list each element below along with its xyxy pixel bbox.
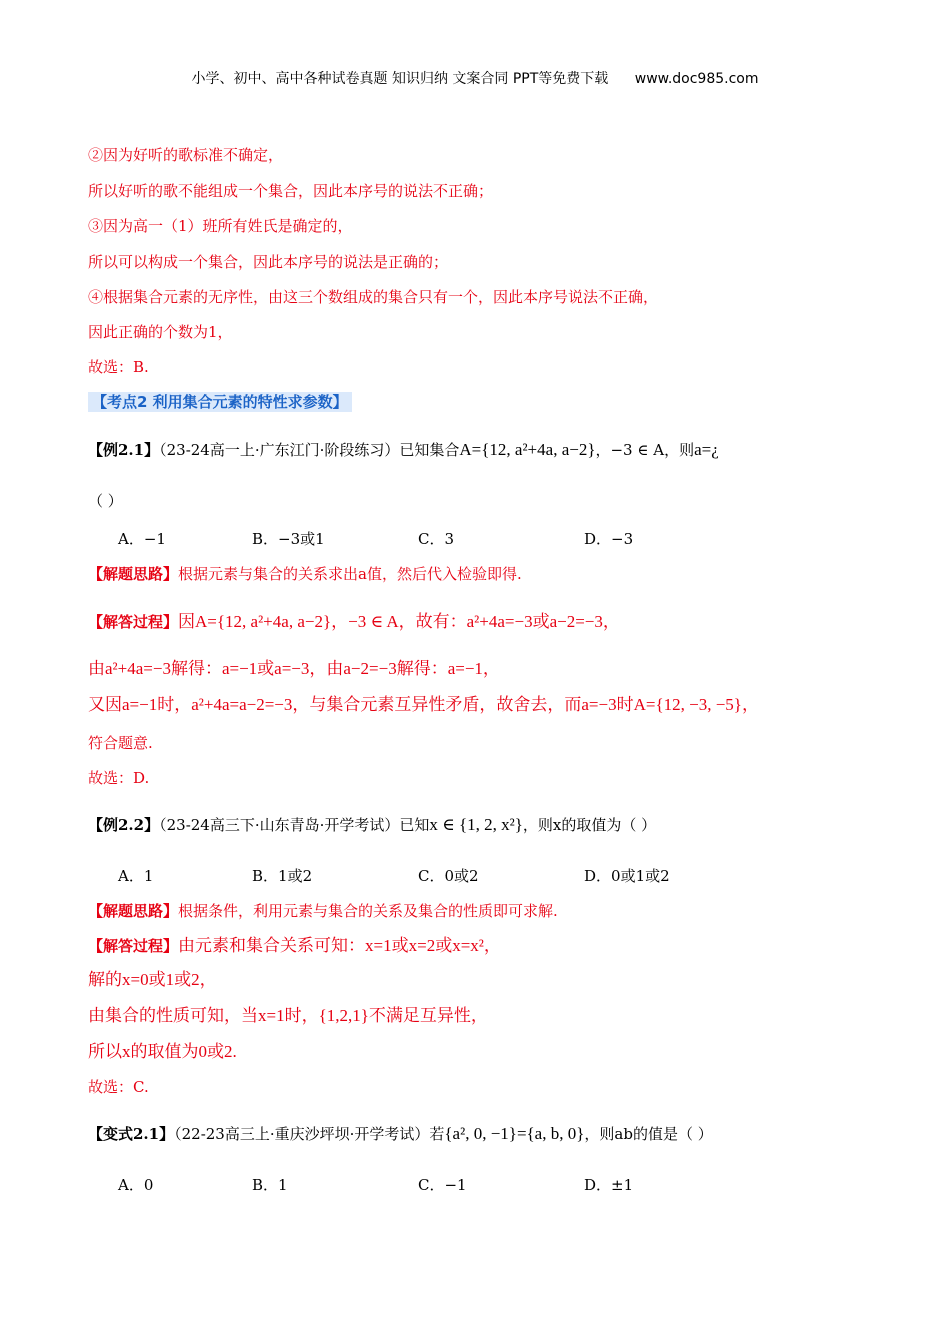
ex21-proc-text-1: 因A={12, a²+4a, a−2}，−3 ∈ A，故有：a²+4a=−3或a−2=−3， <box>178 612 620 631</box>
ex22-proc-4: 所以x的取值为0或2. <box>88 1042 237 1061</box>
ex22-question <box>88 815 656 835</box>
ex21-set: A={12, a²+4a, a−2} <box>459 440 596 459</box>
prev-line-4: 所以可以构成一个集合，因此本序号的说法是正确的； <box>88 253 449 271</box>
var21-source: （22-23高三上·重庆沙坪坝·开学考试）若 <box>174 1125 445 1143</box>
ex22-option-b[interactable]: B．1或2 <box>252 867 313 885</box>
ex21-ask: a=¿ <box>694 440 719 459</box>
ex21-proc-2: 由a²+4a=−3解得：a=−1或a=−3，由a−2=−3解得：a=−1， <box>88 659 500 678</box>
ex22-option-d[interactable]: D．0或1或2 <box>584 867 670 885</box>
ex22-answer: 故选：C. <box>88 1078 149 1096</box>
ex21-idea-tag: 【解题思路】 <box>88 565 179 583</box>
ex21-option-d[interactable]: D．−3 <box>584 530 634 548</box>
ex22-idea <box>88 901 558 921</box>
header-site[interactable]: www.doc985.com <box>634 71 759 87</box>
ex21-proc-3: 又因a=−1时，a²+4a=a−2=−3，与集合元素互异性矛盾，故舍去，而a=−3时A={12, −3, −5}， <box>88 695 759 714</box>
ex21-idea <box>88 564 522 584</box>
ex22-proc-tag: 【解答过程】 <box>88 937 179 955</box>
var21-question <box>88 1124 713 1144</box>
ex21-proc-1 <box>88 612 620 632</box>
ex21-cond: ，−3 ∈ A，则 <box>595 441 695 459</box>
prev-line-6: 因此正确的个数为1， <box>88 323 233 341</box>
ex22-proc-1 <box>88 936 501 956</box>
ex22-option-c[interactable]: C．0或2 <box>418 867 479 885</box>
var21-option-b[interactable]: B．1 <box>252 1176 288 1194</box>
ex22-proc-3: 由集合的性质可知，当x=1时，{1,2,1}不满足互异性， <box>88 1006 488 1025</box>
prev-line-2: 所以好听的歌不能组成一个集合，因此本序号的说法不正确； <box>88 182 494 200</box>
ex21-tag: 【例2.1】 <box>88 441 160 459</box>
prev-answer: 故选：B. <box>88 358 149 376</box>
ex21-source: （23-24高一上·广东江门·阶段练习）已知集合 <box>159 441 460 459</box>
ex22-proc-text-1: 由元素和集合关系可知：x=1或x=2或x=x²， <box>178 936 501 955</box>
ex21-option-c[interactable]: C．3 <box>418 530 455 548</box>
ex21-question <box>88 440 719 460</box>
ex21-proc-4: 符合题意. <box>88 734 153 752</box>
ex21-paren: （ ） <box>88 492 123 510</box>
prev-line-1: ②因为好听的歌标准不确定， <box>88 146 284 164</box>
ex21-idea-text: 根据元素与集合的关系求出a值，然后代入检验即得. <box>178 565 522 583</box>
var21-tag: 【变式2.1】 <box>88 1125 175 1143</box>
var21-option-d[interactable]: D．±1 <box>584 1176 634 1194</box>
header-text: 小学、初中、高中各种试卷真题 知识归纳 文案合同 PPT等免费下载 <box>191 71 609 87</box>
ex21-proc-tag: 【解答过程】 <box>88 613 179 631</box>
ex21-answer: 故选：D. <box>88 769 150 787</box>
var21-cond: {a², 0, −1}={a, b, 0} <box>444 1124 585 1143</box>
var21-ask: ，则ab的值是（ ） <box>584 1125 713 1143</box>
page-header <box>0 68 950 88</box>
ex22-proc-2: 解的x=0或1或2， <box>88 970 217 989</box>
ex22-idea-tag: 【解题思路】 <box>88 902 179 920</box>
ex21-option-b[interactable]: B．−3或1 <box>252 530 325 548</box>
prev-line-3: ③因为高一（1）班所有姓氏是确定的， <box>88 217 353 235</box>
prev-line-5: ④根据集合元素的无序性，由这三个数组成的集合只有一个，因此本序号说法不正确， <box>88 288 659 306</box>
section-title: 【考点2 利用集合元素的特性求参数】 <box>88 392 352 412</box>
ex22-cond: x ∈ {1, 2, x²} <box>429 815 523 834</box>
ex22-option-a[interactable]: A．1 <box>118 867 154 885</box>
ex21-option-a[interactable]: A．−1 <box>118 530 166 548</box>
ex22-source: （23-24高三下·山东青岛·开学考试）已知 <box>159 816 430 834</box>
ex22-ask: ，则x的取值为（ ） <box>522 816 657 834</box>
ex22-tag: 【例2.2】 <box>88 816 160 834</box>
ex22-idea-text: 根据条件，利用元素与集合的关系及集合的性质即可求解. <box>178 902 558 920</box>
var21-option-a[interactable]: A．0 <box>118 1176 154 1194</box>
var21-option-c[interactable]: C．−1 <box>418 1176 467 1194</box>
section-heading <box>88 392 352 412</box>
